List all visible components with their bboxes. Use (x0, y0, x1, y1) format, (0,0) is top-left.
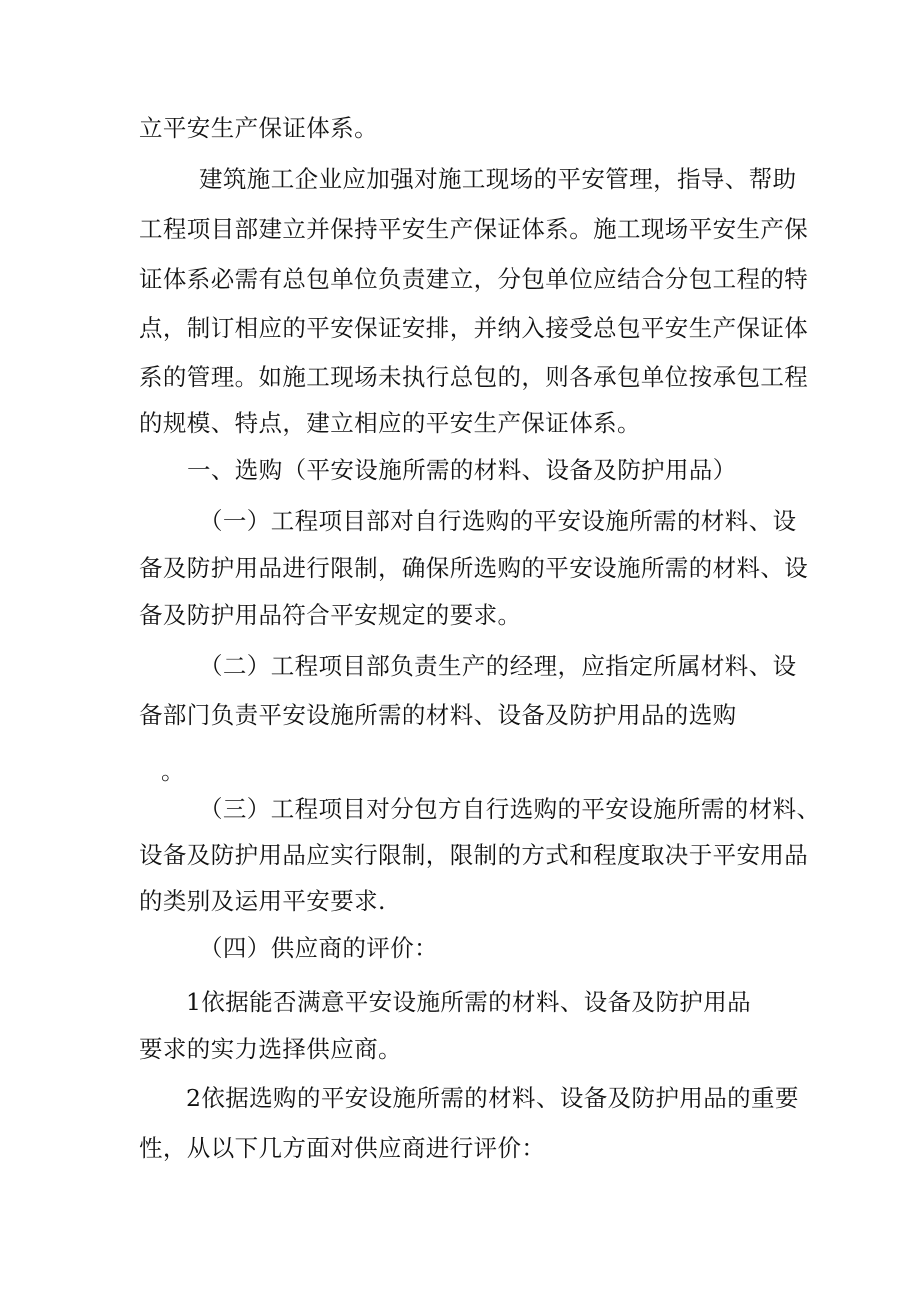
paragraph-line: 点，制订相应的平安保证安排，并纳入接受总包平安生产保证体 (139, 314, 809, 342)
paragraph-line: 备及防护用品进行限制，确保所选购的平安设施所需的材料、设 (139, 554, 809, 582)
paragraph-line: 的规模、特点，建立相应的平安生产保证体系。 (139, 409, 641, 437)
paragraph-line: 要求的实力选择供应商。 (139, 1035, 402, 1063)
paragraph-line: 2依据选购的平安设施所需的材料、设备及防护用品的重要 (186, 1084, 799, 1112)
paragraph-line: （二）工程项目部负责生产的经理，应指定所属材料、设 (199, 652, 797, 680)
paragraph-line: 建筑施工企业应加强对施工现场的平安管理，指导、帮助 (199, 165, 797, 193)
paragraph-line: 工程项目部建立并保持平安生产保证体系。施工现场平安生产保 (139, 215, 809, 243)
paragraph-line: 性，从以下几方面对供应商进行评价： (139, 1134, 546, 1162)
paragraph-line: 备部门负责平安设施所需的材料、设备及防护用品的选购 (139, 701, 737, 729)
paragraph-line: （三）工程项目对分包方自行选购的平安设施所需的材料、 (199, 795, 821, 823)
paragraph-line: （四）供应商的评价： (199, 934, 438, 962)
paragraph-line: 立平安生产保证体系。 (139, 114, 378, 142)
paragraph-line: 1依据能否满意平安设施所需的材料、设备及防护用品 (186, 988, 752, 1016)
paragraph-line: 设备及防护用品应实行限制，限制的方式和程度取决于平安用品 (139, 841, 809, 869)
paragraph-line: 。 (161, 757, 185, 785)
paragraph-line: 证体系必需有总包单位负责建立，分包单位应结合分包工程的特 (139, 265, 809, 293)
paragraph-line: 的类别及运用平安要求. (139, 887, 386, 915)
paragraph-line: 系的管理。如施工现场未执行总包的，则各承包单位按承包工程 (139, 363, 809, 391)
section-heading: 一、选购（平安设施所需的材料、设备及防护用品） (187, 456, 737, 484)
paragraph-line: 备及防护用品符合平安规定的要求。 (139, 601, 522, 629)
paragraph-line: （一）工程项目部对自行选购的平安设施所需的材料、设 (199, 507, 797, 535)
